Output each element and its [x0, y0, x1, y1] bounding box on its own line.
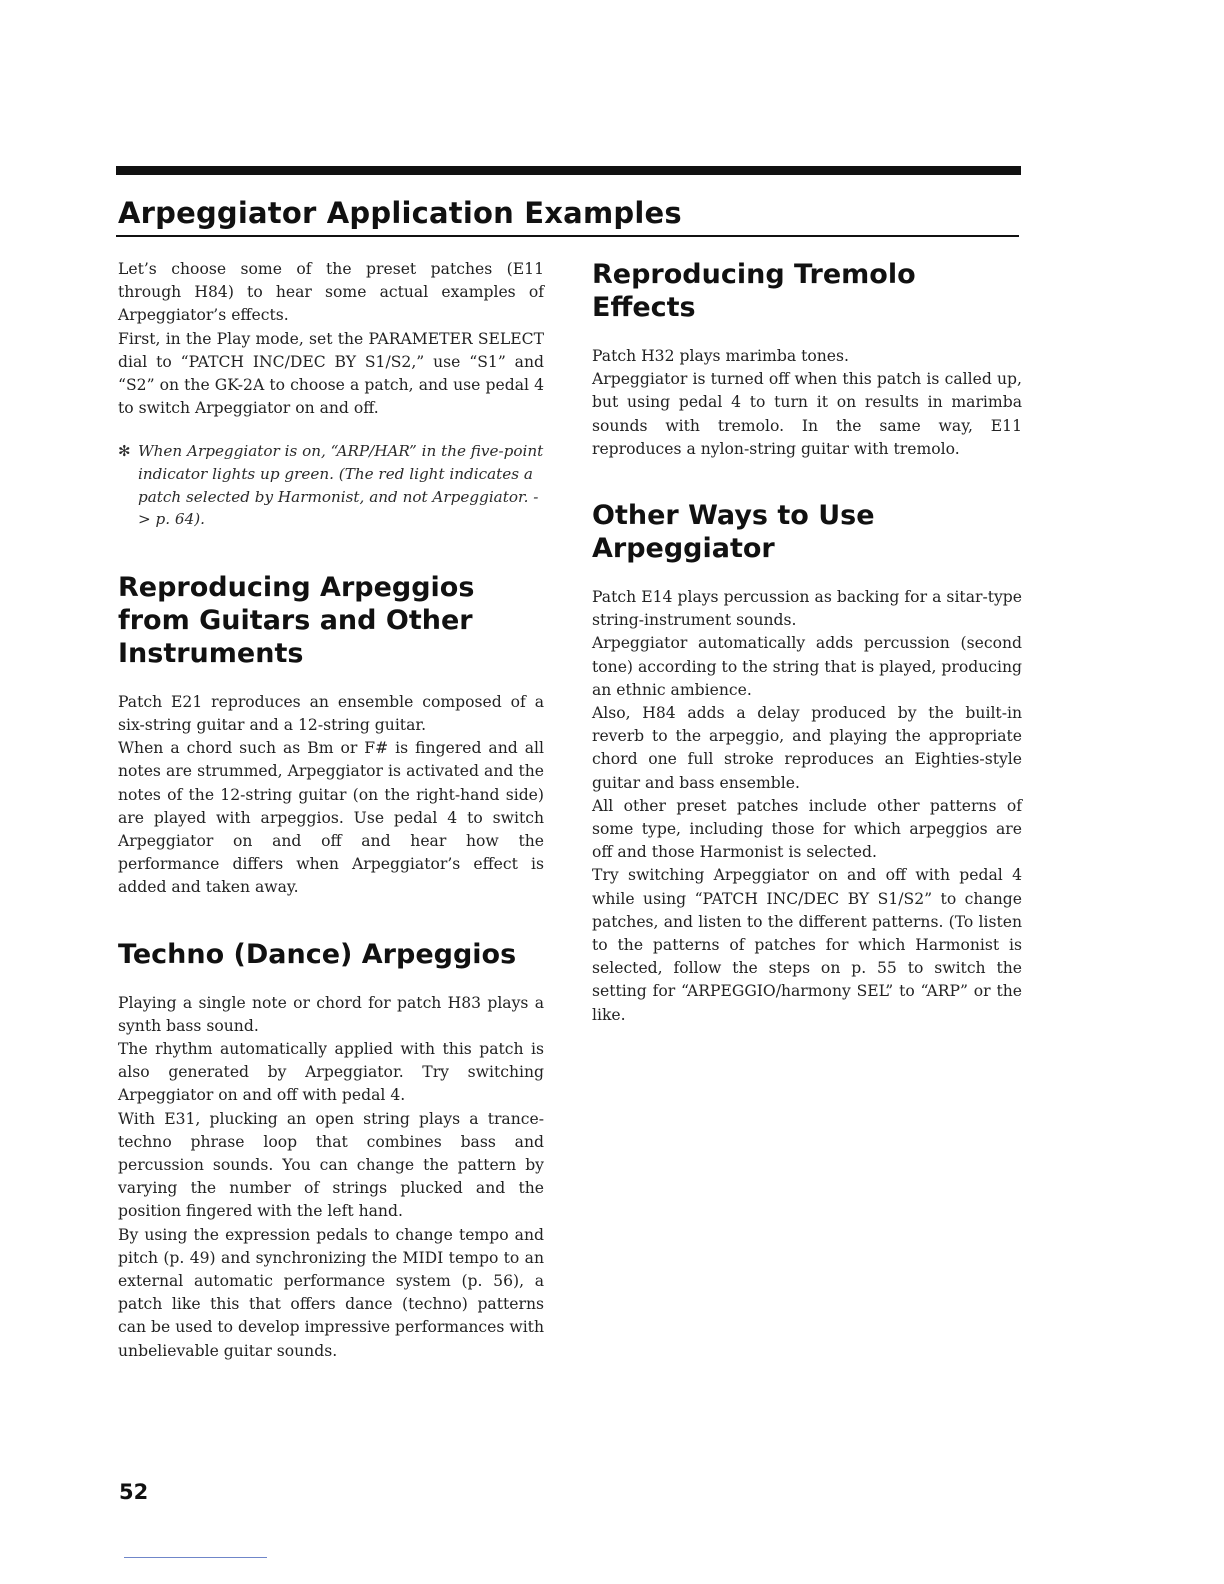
section-heading-other-ways: Other Ways to Use Arpeggiator — [592, 500, 875, 565]
body-paragraph: Patch H32 plays marimba tones. — [592, 347, 849, 365]
note — [118, 440, 544, 530]
body-paragraph: Arpeggiator is turned off when this patch is called up, but using pedal 4 to turn it on results in marimba sounds with tremolo. In the same way, E11 reproduces a nylon-string guitar with tremolo. — [592, 370, 1022, 458]
section-body-other-ways — [592, 586, 1022, 1027]
body-paragraph: Also, H84 adds a delay produced by the built-in reverb to the arpeggio, and playing the appropriate chord one full stroke reproduces an Eighties-style guitar and bass ensemble. — [592, 704, 1022, 792]
body-paragraph: With E31, plucking an open string plays a trance-techno phrase loop that combines bass and percussion sounds. You can change the pattern by varying the number of strings plucked and the position fingered with the left hand. — [118, 1109, 544, 1221]
body-paragraph: Patch E14 plays percussion as backing for a sitar-type string-instrument sounds. — [592, 588, 1022, 630]
section-heading-tremolo-effects: Reproducing Tremolo Effects — [592, 259, 916, 323]
section-body-tremolo-effects — [592, 345, 1022, 461]
section-body-reproducing-arpeggios — [118, 691, 544, 900]
page-number: 52 — [119, 1480, 149, 1504]
intro-paragraph: Let’s choose some of the preset patches (E11 through H84) to hear some actual examples of Arpeggiator’s effects. — [118, 260, 544, 325]
left-column — [118, 258, 544, 1363]
body-paragraph: By using the expression pedals to change tempo and pitch (p. 49) and synchronizing the MIDI tempo to an external automatic performance system (p. 56), a patch like this that offers dance (techno) patterns can be used to develop impressive performances with unbelievable guitar sounds. — [118, 1225, 544, 1360]
section-heading-techno-arpeggios: Techno (Dance) Arpeggios — [118, 938, 517, 970]
top-rule — [116, 166, 1021, 175]
note-asterisk-icon: ✻ — [118, 442, 131, 461]
body-paragraph: Playing a single note or chord for patch H83 plays a synth bass sound. — [118, 993, 544, 1035]
body-paragraph: Try switching Arpeggiator on and off with pedal 4 while using “PATCH INC/DEC BY S1/S2” to change patches, and listen to the different patterns. (To listen to the patterns of patches for which Harmonist is selected, follow the steps on p. 55 to switch the setting for “ARPEGGIO/harmony SEL” to “ARP” or the like. — [592, 866, 1022, 1024]
note-text: When Arpeggiator is on, “ARP/HAR” in the five-point indicator lights up green. (The red light indicates a patch selected by Harmonist, and not Arpeggiator. -> p. 64). — [138, 442, 544, 529]
section-body-techno-arpeggios — [118, 992, 544, 1363]
body-paragraph: The rhythm automatically applied with this patch is also generated by Arpeggiator. Try switching Arpeggiator on and off with pedal 4. — [118, 1040, 544, 1105]
section-heading-reproducing-arpeggios: Reproducing Arpeggios from Guitars and Other Instruments — [118, 571, 475, 669]
intro-paragraph: First, in the Play mode, set the PARAMETER SELECT dial to “PATCH INC/DEC BY S1/S2,” use “S1” and “S2” on the GK-2A to choose a patch, and use pedal 4 to switch Arpeggiator on and off. — [118, 329, 544, 418]
right-column — [592, 258, 1022, 1027]
page-title: Arpeggiator Application Examples — [118, 196, 682, 230]
footer-line — [124, 1557, 267, 1558]
title-underline — [116, 235, 1019, 237]
body-paragraph: All other preset patches include other patterns of some type, including those for which arpeggios are off and those Harmonist is selected. — [592, 796, 1022, 862]
body-paragraph: When a chord such as Bm or F# is fingered and all notes are strummed, Arpeggiator is activated and the notes of the 12-string guitar (on the right-hand side) are played with arpeggios. Use pedal 4 to switch Arpeggiator on and off and hear how the performance differs when Arpeggiator’s effect is added and taken away. — [118, 739, 544, 897]
body-paragraph: Arpeggiator automatically adds percussion (second tone) according to the string that is played, producing an ethnic ambience. — [592, 634, 1022, 699]
body-paragraph: Patch E21 reproduces an ensemble composed of a six-string guitar and a 12-string guitar. — [118, 692, 544, 734]
